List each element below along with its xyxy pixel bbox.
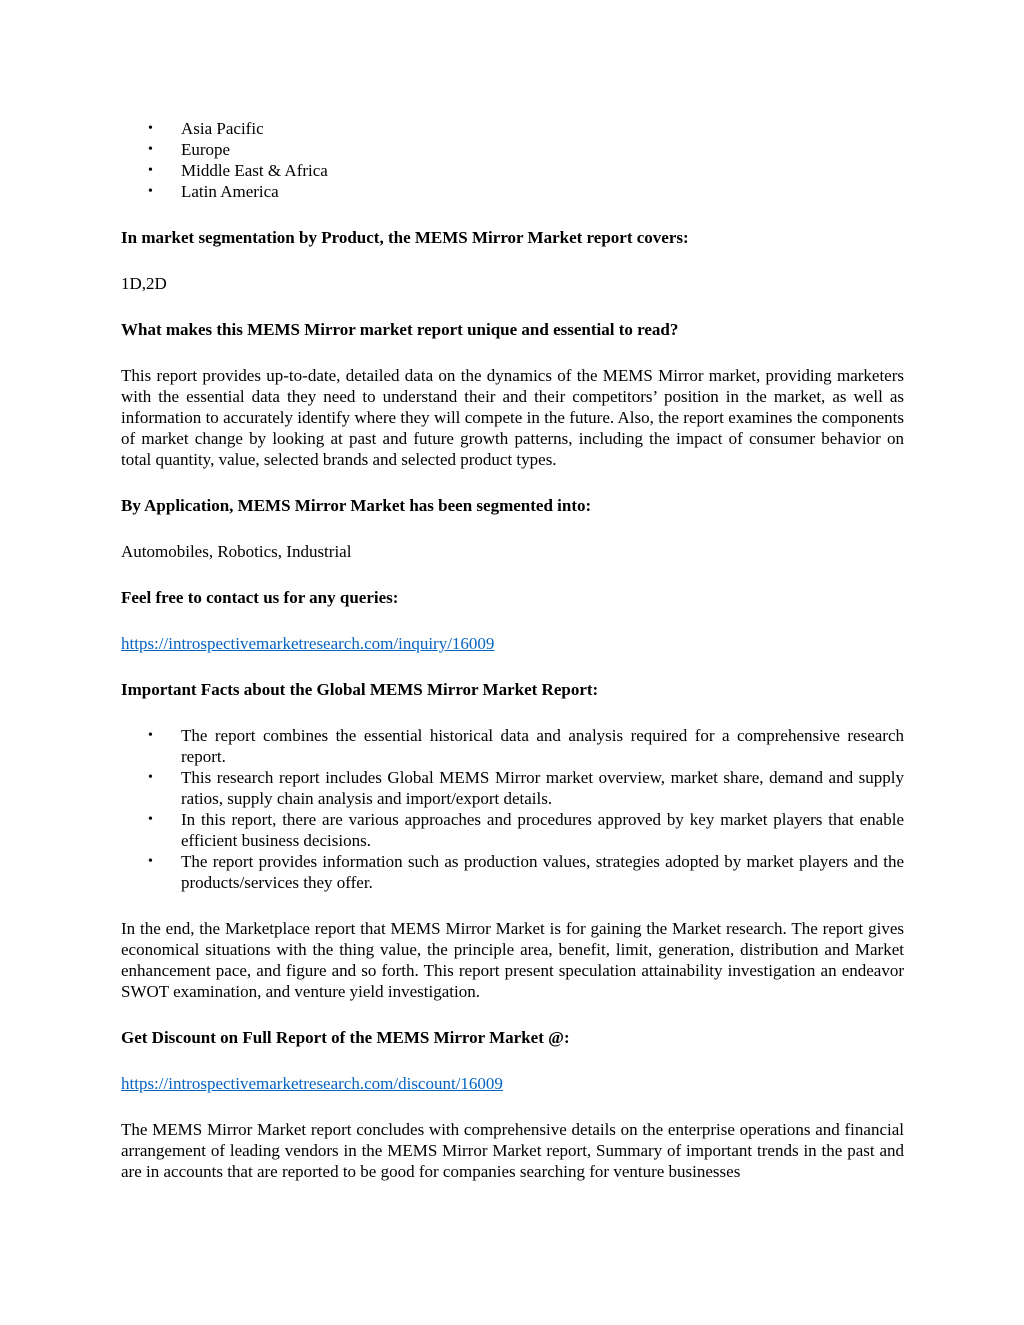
- bullet-icon: •: [148, 163, 153, 178]
- product-values: 1D,2D: [121, 274, 167, 293]
- bullet-icon: •: [148, 812, 153, 827]
- unique-heading: What makes this MEMS Mirror market report unique and essential to read?: [121, 320, 679, 339]
- discount-link-paragraph: [121, 1073, 904, 1094]
- list-item: • Middle East & Africa: [148, 161, 328, 180]
- bullet-icon: •: [148, 121, 153, 136]
- list-item: • Europe: [148, 140, 231, 159]
- inquiry-link-paragraph: [121, 633, 904, 654]
- facts-list: [121, 725, 904, 893]
- list-item: • Latin America: [148, 182, 279, 201]
- application-heading: By Application, MEMS Mirror Market has been segmented into:: [121, 496, 592, 515]
- bullet-icon: •: [148, 854, 153, 869]
- bullet-icon: •: [148, 728, 153, 743]
- regions-list: [121, 118, 904, 202]
- unique-paragraph: This report provides up-to-date, detailed data on the dynamics of the MEMS Mirror market, providing marketers with the essential data they need to understand their and their competitors’ position in the market, as well as information to accurately identify where they will compete in the future. Also, the report examines the components of market change by looking at past and future growth patterns, including the impact of consumer behavior on total quantity, value, selected brands and selected product types.: [121, 366, 904, 469]
- discount-heading: Get Discount on Full Report of the MEMS Mirror Market @:: [121, 1028, 570, 1047]
- product-heading: In market segmentation by Product, the MEMS Mirror Market report covers:: [121, 228, 689, 247]
- list-item: • This research report includes Global MEMS Mirror market overview, market share, demand and supply ratios, supply chain analysis and import/export details.: [148, 768, 904, 808]
- conclusion-paragraph: The MEMS Mirror Market report concludes with comprehensive details on the enterprise operations and financial arrangement of leading vendors in the MEMS Mirror Market report, Summary of important trends in the past and are in accounts that are reported to be good for companies searching for venture businesses: [121, 1120, 904, 1181]
- contact-heading: Feel free to contact us for any queries:: [121, 588, 399, 607]
- bullet-icon: •: [148, 184, 153, 199]
- application-values: Automobiles, Robotics, Industrial: [121, 542, 352, 561]
- discount-link[interactable]: https://introspectivemarketresearch.com/discount/16009: [121, 1074, 503, 1093]
- document-page: [121, 118, 904, 1182]
- bullet-icon: •: [148, 770, 153, 785]
- end-paragraph: In the end, the Marketplace report that MEMS Mirror Market is for gaining the Market research. The report gives economical situations with the thing value, the principle area, benefit, limit, generation, distribution and Market enhancement pace, and figure and so forth. This report present speculation attainability investigation an endeavor SWOT examination, and venture yield investigation.: [121, 919, 904, 1001]
- list-item: • The report combines the essential historical data and analysis required for a comprehensive research report.: [148, 726, 904, 766]
- list-item: • Asia Pacific: [148, 119, 264, 138]
- facts-heading: Important Facts about the Global MEMS Mirror Market Report:: [121, 680, 599, 699]
- bullet-icon: •: [148, 142, 153, 157]
- list-item: • The report provides information such as production values, strategies adopted by market players and the products/services they offer.: [148, 852, 904, 892]
- list-item: • In this report, there are various approaches and procedures approved by key market players that enable efficient business decisions.: [148, 810, 904, 850]
- inquiry-link[interactable]: https://introspectivemarketresearch.com/inquiry/16009: [121, 634, 495, 653]
